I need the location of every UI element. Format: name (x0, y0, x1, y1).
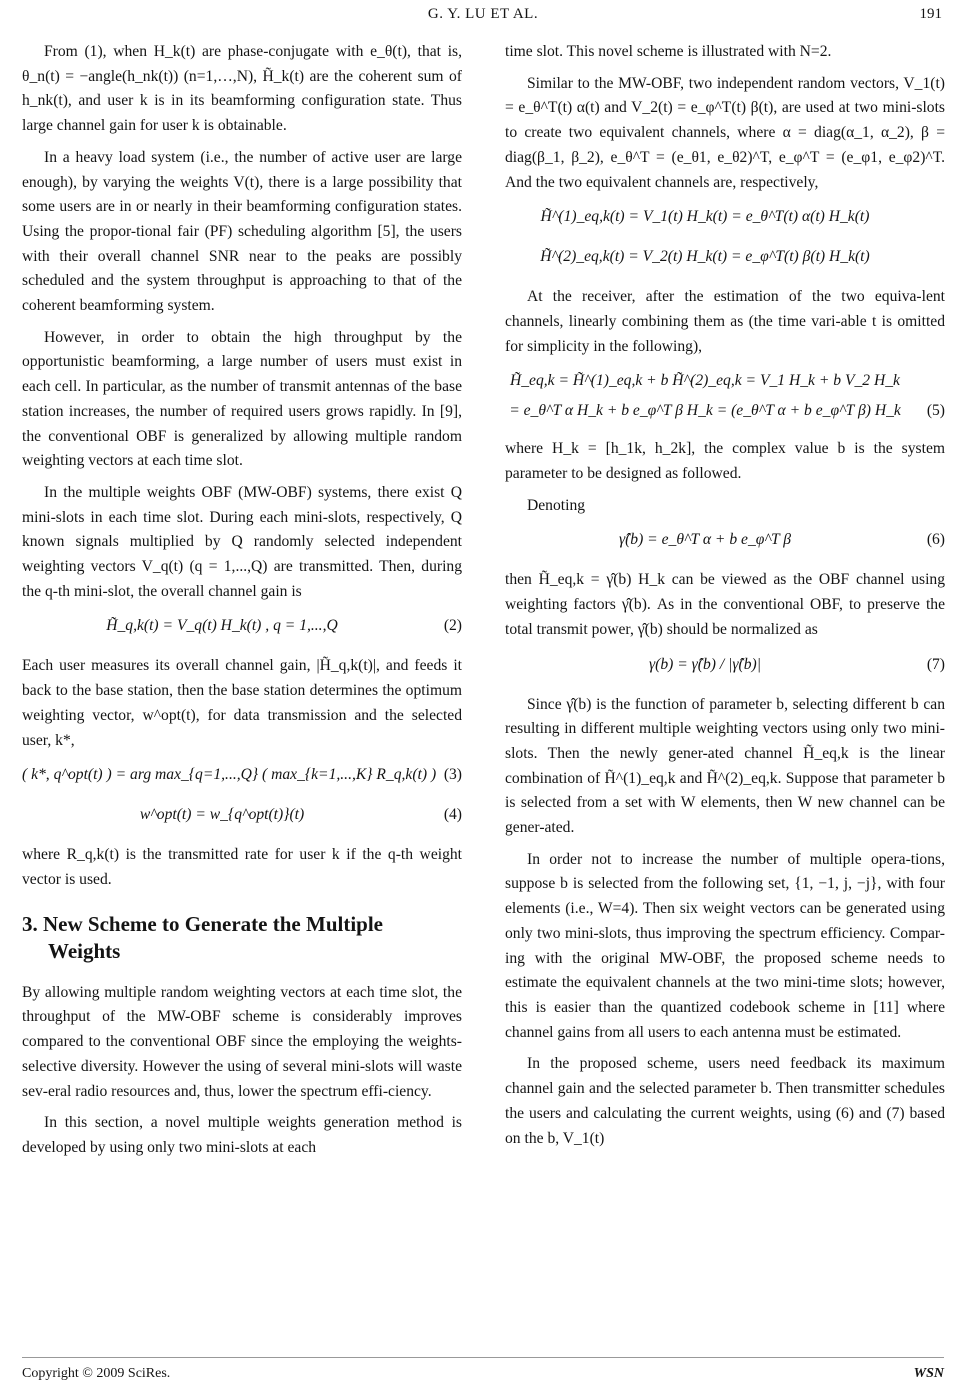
right-column (505, 40, 945, 1158)
equation-channel-1 (505, 205, 945, 233)
equation-line-2: = e_θ^T α H_k + b e_φ^T β H_k = (e_θ^T α + b e_φ^T β) H_k (509, 402, 901, 420)
equation-2 (22, 614, 462, 642)
paragraph: then H̃_eq,k = γ̂(b) H_k can be viewed as the OBF channel using weighting factors γ̂(b). As in the conventional OBF, to preserve the total transmit power, γ̂(b) should be normalized as (505, 571, 945, 638)
equation-body: γ(b) = γ̂(b) / |γ̂(b)| (648, 655, 761, 673)
equation-6 (505, 528, 945, 556)
running-head: G. Y. LU ET AL. (427, 6, 539, 22)
equation-body: H̃^(1)_eq,k(t) = V_1(t) H_k(t) = e_θ^T(t) α(t) H_k(t) (540, 208, 870, 226)
paragraph: From (1), when H_k(t) are phase-conjugate with e_θ(t), that is, θ_n(t) = −angle(h_nk(t)) (n=1,…,N), H̃_k(t) are the coherent sum of h_nk(t), and user k is in its beamforming configuration state. Thus large channel gain for user k is obtainable. (22, 43, 462, 135)
page-footer (22, 1362, 944, 1382)
paragraph: In the multiple weights OBF (MW-OBF) systems, there exist Q mini-slots in each time slot. During each mini-slots, respectively, Q known signals multiplied by Q randomly selected independent weighting vectors V_q(t) (q = 1,...,Q) are transmitted. Then, during the q-th mini-slot, the overall channel gain is (22, 483, 462, 600)
equation-body: γ̂(b) = e_θ^T α + b e_φ^T β (618, 531, 792, 549)
paragraph: Each user measures its overall channel gain, |H̃_q,k(t)|, and feeds it back to the base station, then the base station determines the optimum weighting vector, w^opt(t), for data transmission and the selected user, k*, (22, 657, 462, 749)
equation-line-1: H̃_eq,k = H̃^(1)_eq,k + b H̃^(2)_eq,k = V_1 H_k + b V_2 H_k (510, 372, 900, 390)
section-title-line1: New Scheme to Generate the Multiple (43, 911, 383, 936)
equation-body: H̃^(2)_eq,k(t) = V_2(t) H_k(t) = e_φ^T(t) β(t) H_k(t) (540, 248, 870, 266)
equation-number: (2) (443, 617, 462, 635)
paragraph: In order not to increase the number of multiple opera-tions, suppose b is selected from the following set, {1, −1, j, −j}, with four elements (i.e., W=4). Then six weight vectors can be generated using only two mini-slots, thus improving the spectrum efficiency. Compar-ing with the original MW-OBF, the proposed scheme needs to estimate the equivalent channels at the two mini-time slots; however, this is easier than the quantized codebook scheme in [11] where channel gains from all users to each antenna must be estimated. (505, 850, 945, 1041)
equation-body: w^opt(t) = w_{q^opt(t)}(t) (139, 806, 305, 824)
paragraph: In a heavy load system (i.e., the number of active user are large enough), by varying the weights V(t), there is a large possibility that some users are in or nearly in their beamforming configuration states. Using the propor-tional fair (PF) scheduling algorithm [5], the users with their overall channel SNR near to the peaks are possibly scheduled and the system throughput is approaching to that of the coherent beamforming system. (22, 148, 462, 315)
page-header (0, 6, 966, 32)
paragraph: Similar to the MW-OBF, two independent random vectors, V_1(t) = e_θ^T(t) α(t) and V_2(t) = e_φ^T(t) β(t), are used at two mini-slots to create two equivalent channels, where α = diag(α_1, α_2), β = diag(β_1, β_2), e_θ^T = (e_θ1, e_θ2)^T, e_φ^T = (e_φ1, e_φ2)^T. And the two equivalent channels are, respectively, (505, 74, 945, 191)
equation-5 (505, 369, 945, 425)
paragraph: Since γ̂(b) is the function of parameter b, selecting different b can resulting in different multiple weighting vectors using only two mini-slots. Then the newly gener-ated channel H̃_eq,k is the linear combination of H̃^(1)_eq,k and H̃^(2)_eq,k. Suppose that parameter b is selected from a set with W elements, then W new channel can be gener-ated. (505, 695, 945, 837)
footer-divider (22, 1357, 944, 1358)
paragraph: In this section, a novel multiple weights generation method is developed by using only two mini-slots at each (22, 1114, 462, 1156)
paragraph: In the proposed scheme, users need feedback its maximum channel gain and the selected parameter b. Then transmitter schedules the users and calculating the current weights, using (6) and (7) based on the b, V_1(t) (505, 1055, 945, 1147)
equation-number: (3) (443, 766, 462, 784)
equation-number: (5) (926, 402, 945, 420)
copyright-notice: Copyright © 2009 SciRes. (22, 1366, 171, 1381)
section-number: 3. (22, 911, 38, 936)
equation-body: ( k*, q^opt(t) ) = arg max_{q=1,...,Q} ( max_{k=1,...,K} R_q,k(t) ) (22, 766, 437, 784)
equation-number: (6) (926, 531, 945, 549)
equation-3 (22, 763, 462, 791)
section-heading (22, 911, 462, 965)
journal-name: WSN (913, 1366, 944, 1381)
equation-channel-2 (505, 245, 945, 273)
paragraph: Denoting (527, 496, 586, 514)
section-title-line2: Weights (48, 938, 121, 963)
equation-4 (22, 803, 462, 831)
equation-number: (7) (926, 655, 945, 673)
paragraph: At the receiver, after the estimation of the two equiva-lent channels, linearly combining them as (the time vari-able t is omitted for simplicity in the following), (505, 288, 945, 355)
paragraph: where R_q,k(t) is the transmitted rate for user k if the q-th weight vector is used. (22, 846, 462, 888)
paragraph: By allowing multiple random weighting vectors at each time slot, the throughput of the MW-OBF scheme is considerably improves compared to the conventional OBF since the employing the weights-selective diversity. However the using of several mini-slots will waste sev-eral radio resources and, thus, lower the spectrum effi-ciency. (22, 983, 462, 1100)
page-number: 191 (919, 6, 942, 22)
paragraph: However, in order to obtain the high throughput by the opportunistic beamforming, a large number of users must exist in each cell. In particular, as the number of transmit antennas of the base station increases, the number of required users grows rapidly. In [9], the conventional OBF is generalized by allowing multiple random weighting vectors at each time slot. (22, 328, 462, 470)
equation-body: H̃_q,k(t) = V_q(t) H_k(t) , q = 1,...,Q (106, 617, 338, 635)
equation-number: (4) (443, 806, 462, 824)
paragraph: time slot. This novel scheme is illustrated with N=2. (505, 43, 832, 60)
equation-7 (505, 653, 945, 681)
paragraph: where H_k = [h_1k, h_2k], the complex value b is the system parameter to be designed as followed. (505, 440, 945, 483)
left-column (22, 40, 462, 1168)
